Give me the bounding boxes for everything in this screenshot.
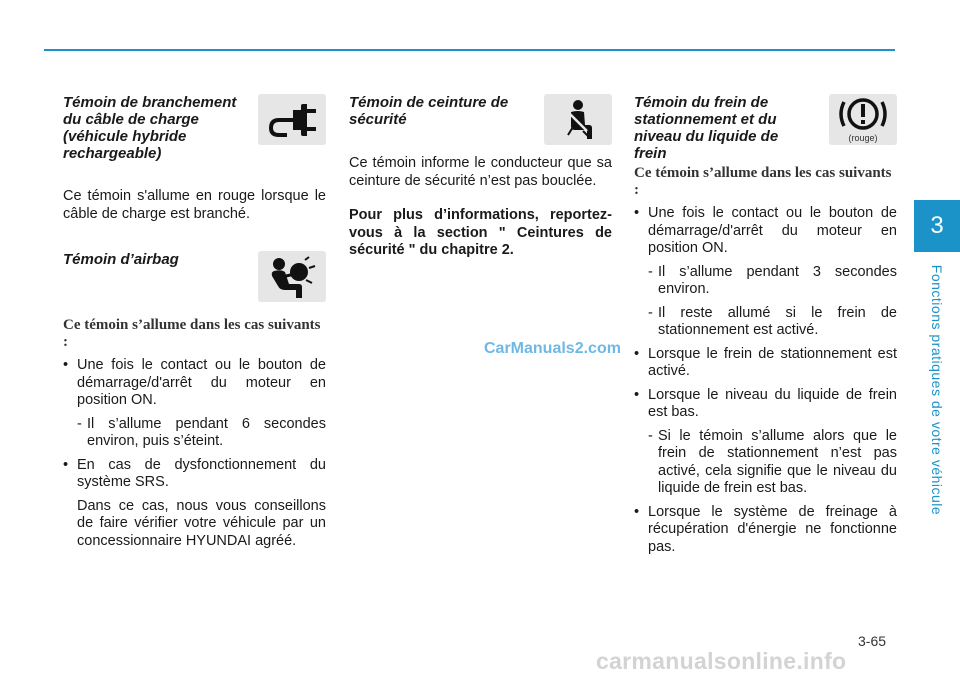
chapter-title: Fonctions pratiques de votre véhicule bbox=[929, 264, 945, 516]
list-item: • Lorsque le niveau du liquide de frein est bas. bbox=[634, 387, 897, 422]
column-1 bbox=[63, 94, 326, 550]
section-title: Témoin d’airbag bbox=[63, 251, 179, 268]
section-title: Témoin de branchement du câble de charge (véhicule hybride rechargeable) bbox=[63, 94, 237, 162]
list-item: • Une fois le contact ou le bouton de démarrage/d'arrêt du moteur en position ON. bbox=[63, 357, 326, 410]
seatbelt-text: Ce témoin informe le conducteur que sa ceinture de sécurité n’est pas bouclée. bbox=[349, 155, 612, 189]
brake-warning-icon bbox=[829, 94, 897, 145]
section-title: Témoin du frein de stationnement et du niveau du liquide de frein bbox=[634, 94, 779, 162]
seatbelt-icon bbox=[544, 94, 612, 145]
list-item: • Lorsque le frein de stationnement est activé. bbox=[634, 346, 897, 381]
chapter-tab[interactable] bbox=[914, 200, 960, 252]
list-item: • Lorsque le système de freinage à récupération d'énergie ne fonctionne pas. bbox=[634, 504, 897, 557]
list-subitem: - Si le témoin s’allume alors que le frein de stationnement n’est pas activé, cela signifie que le niveau du liquide de frein est bas. bbox=[648, 427, 897, 496]
section-airbag bbox=[63, 251, 326, 302]
section-charge-cable bbox=[63, 94, 326, 162]
airbag-note: Dans ce cas, nous vous conseillons de faire vérifier votre véhicule par un concessionnaire HYUNDAI agréé. bbox=[77, 497, 326, 549]
footer-watermark: carmanualsonline.info bbox=[596, 648, 847, 674]
watermark-link[interactable]: CarManuals2.com bbox=[484, 340, 621, 357]
brake-list bbox=[634, 205, 897, 556]
seatbelt-ref: Pour plus d’informations, reportez-vous à la section " Ceintures de sécurité " du chapitre 2. bbox=[349, 207, 612, 258]
airbag-intro: Ce témoin s’allume dans les cas suivants : bbox=[63, 317, 321, 350]
column-3 bbox=[634, 94, 897, 556]
list-item: • Une fois le contact ou le bouton de démarrage/d'arrêt du moteur en position ON. bbox=[634, 205, 897, 258]
list-item: • En cas de dysfonctionnement du système SRS. bbox=[63, 457, 326, 492]
charge-text: Ce témoin s'allume en rouge lorsque le câble de charge est branché. bbox=[63, 188, 326, 222]
page-number: 3-65 bbox=[858, 633, 887, 649]
airbag-icon bbox=[258, 251, 326, 302]
charge-plug-icon bbox=[258, 94, 326, 145]
section-brake bbox=[634, 94, 897, 162]
airbag-list bbox=[63, 357, 326, 492]
list-subitem: - Il reste allumé si le frein de stationnement est activé. bbox=[648, 304, 897, 338]
chapter-number: 3 bbox=[930, 212, 944, 239]
header-rule bbox=[44, 49, 895, 51]
column-2 bbox=[349, 94, 612, 260]
list-subitem: - Il s’allume pendant 6 secondes environ, puis s’éteint. bbox=[77, 415, 326, 449]
list-subitem: - Il s’allume pendant 3 secondes environ. bbox=[648, 263, 897, 297]
brake-intro: Ce témoin s’allume dans les cas suivants : bbox=[634, 165, 892, 198]
section-seatbelt bbox=[349, 94, 612, 145]
section-title: Témoin de ceinture de sécurité bbox=[349, 94, 509, 128]
icon-caption: (rouge) bbox=[848, 133, 878, 143]
